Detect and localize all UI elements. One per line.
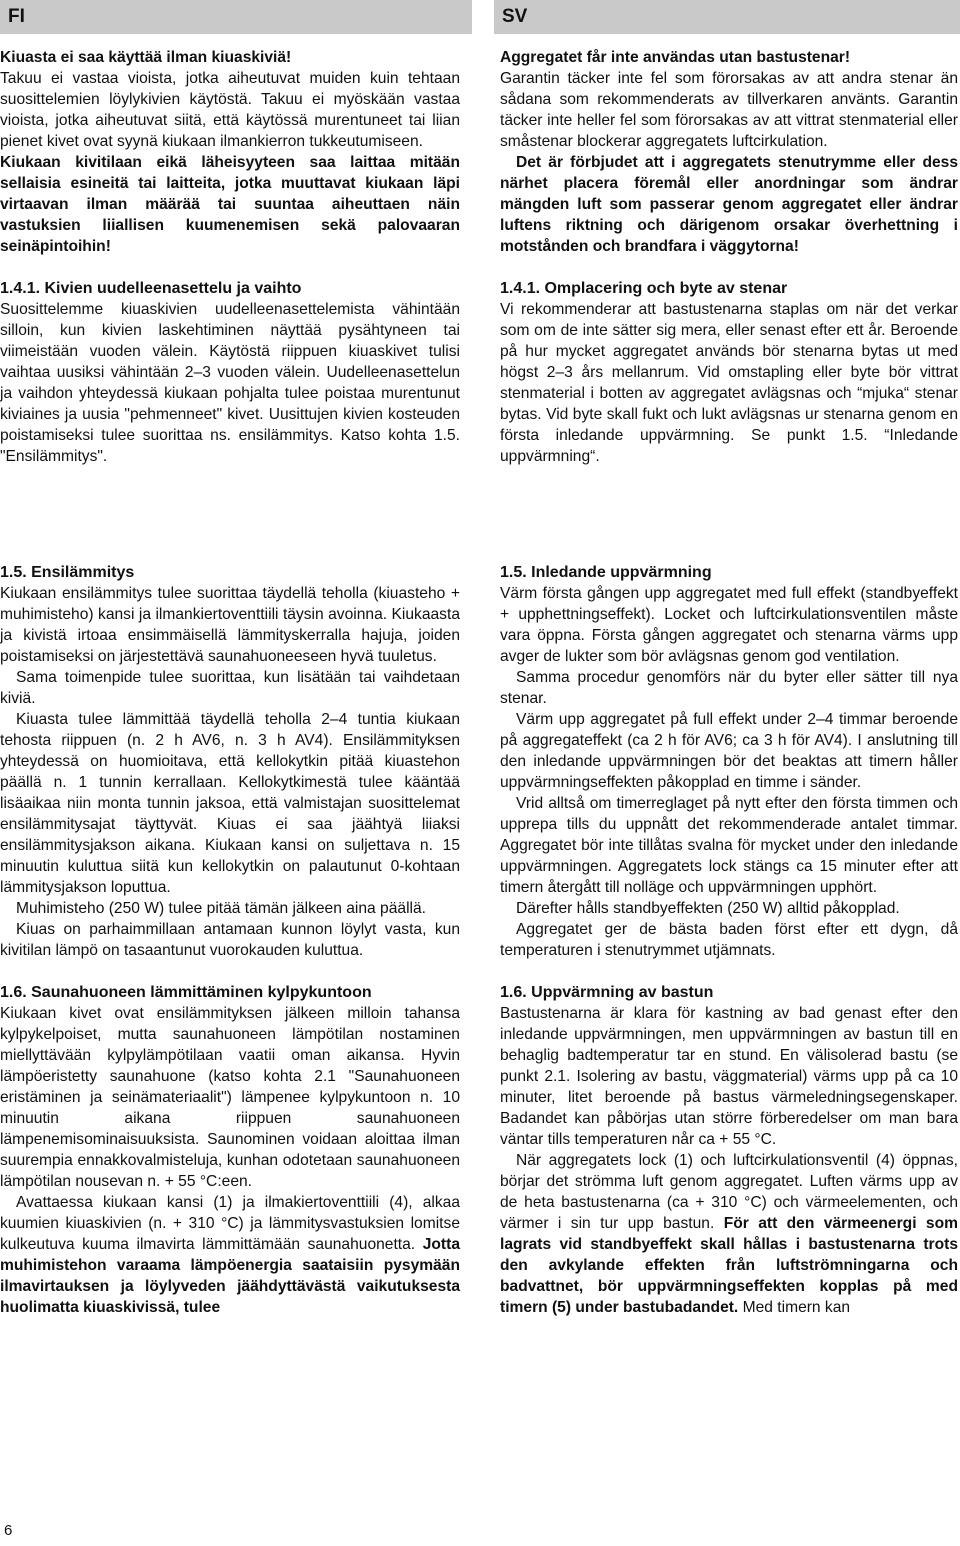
sv-paragraph-15e: Därefter hålls standbyeffekten (250 W) alltid påkopplad. [516,900,900,917]
fi-warning-text: Takuu ei vastaa vioista, jotka aiheutuvat muiden kuin tehtaan suosittelemien löylykivien käytöstä. Takuu ei myöskään vastaa vioista, jotka aiheutuvat siitä, että käytössä murentuneet tai liian pienet kivet ovat syynä kiukaan ilmankierron tukkeutumiseen. [0,70,460,150]
sv-paragraph-15d: Vrid alltså om timerreglaget på nytt efter den första timmen och upprepa tills du uppnått det rekommenderade antalet timmar. Aggregatet bör inte tillåtas svalna för mycket under den inledande uppvärmningen. Aggregatets lock stängs ca 15 minuter efter att timern återgått till nolläge och uppvärmningen upphört. [500,795,958,896]
fi-bottom-column [0,562,460,1318]
fi-caution-paragraph: Kiukaan kivitilaan eikä läheisyyteen saa laittaa mitään sellaisia esineitä tai laitteita, jotka muuttavat kiukaan läpi virtaavan ilman määrää tai suuntaa aiheuttaen näin vastuksien liiallisen kuumenemisen sekä palovaaran seinäpintoihin! [0,154,460,255]
sv-paragraph-16a: Bastustenarna är klara för kastning av bad genast efter den inledande uppvärmningen, men uppvärmningen av bastun till en behaglig badtemperatur tar en stund. En välisolerad bastu (se punkt 2.1. Isolering av bastu, väggmaterial) värms upp på ca 10 minuter, litet beroende på bastus värmeledningsegenskaper. Badandet kan påbörjas utan större förberedelser om man bara väntar tills temperaturen når ca + 55 °C. [500,1005,958,1148]
fi-paragraph-16a: Kiukaan kivet ovat ensilämmityksen jälkeen milloin tahansa kylpykelpoiset, mutta saunahuoneen lämpötilan nostaminen miellyttävään kylpylämpötilaan vaatii oman aikansa. Hyvin lämpöeristetty saunahuone (katso kohta 2.1 "Saunahuoneen eristäminen ja seinämateriaalit") lämpenee kylpykuntoon n. 10 minuutin aikana riippuen saunahuoneen lämpenemisominaisuuksista. Saunominen voidaan aloittaa ilman suurempia ennakkovalmisteluja, kunhan odotetaan saunahuoneen lämpötilan nousevan n. + 55 °C:een. [0,1005,460,1190]
sv-heading-16: 1.6. Uppvärmning av bastun [500,984,714,1001]
fi-paragraph-16b [0,1192,460,1318]
fi-paragraph-16b-bold: Jotta muhimistehon varaama lämpöenergia saataisiin pysymään ilmavirtauksen ja löylyveden jäähdyttävästä vaikutuksesta huolimatta kiuaskivissä, tulee [0,1236,460,1316]
sv-paragraph-16b [500,1150,958,1318]
fi-heading-16: 1.6. Saunahuoneen lämmittäminen kylpykuntoon [0,984,372,1001]
sv-warning-bold: Aggregatet får inte användas utan bastustenar! [500,49,851,66]
sv-paragraph-16b-end: Med timern kan [742,1299,851,1316]
fi-paragraph-15c: Kiuasta tulee lämmittää täydellä teholla 2–4 tuntia kiukaan tehosta riippuen (n. 2 h AV6, n. 3 h AV4). Ensilämmityksen yhteydessä on huomioitava, että kellokytkin pitää kiuastehon päällä n. 1 tunnin kerrallaan. Kellokytkimestä tulee kääntää lisäaikaa niin monta tunnin jaksoa, että valmistajan suosittelemat ensilämmitysajat täyttyvät. Kiuas ei saa jäähtyä liiaksi ensilämmitysjakson aikana. Kiukaan kansi on suljettava n. 15 minuutin kuluttua siitä kun kellokytkin on palautunut 0-kohtaan lämmitysjakson loputtua. [0,711,460,896]
fi-paragraph-15d: Muhimisteho (250 W) tulee pitää tämän jälkeen aina päällä. [16,900,426,917]
tab-sv: SV [494,0,960,34]
fi-paragraph-15a: Kiukaan ensilämmitys tulee suorittaa täydellä teholla (kiuasteho + muhimisteho) kansi ja ilmankiertoventtiili täysin avoinna. Kiukaasta ja kivistä irtoaa ensimmäisellä lämmityskerralla hajuja, joiden poistamiseksi on järjestettävä saunahuoneeseen hyvä tuuletus. [0,585,460,665]
sv-heading-141: 1.4.1. Omplacering och byte av stenar [500,280,788,297]
fi-warning-paragraph [0,47,460,152]
sv-paragraph-16b-bold: För att den värmeenergi som lagrats vid standbyeffekt skall hållas i bastustenarna trots den avkylande effekten från luftströmningarna och badvattnet, bör uppvärmningseffekten kopplas på med timern (5) under bastubadandet. [500,1215,958,1316]
sv-paragraph-141: Vi rekommenderar att bastustenarna staplas om när det verkar som om de inte sätter sig mera, eller senast efter ett år. Beroende på hur mycket aggregatet används bör stenarna bytas ut med högst 2–3 års mellanrum. Vid omstapling eller byte bör vittrat stenmaterial i botten av aggregatet avlägsnas och “mjuka“ stenar bytas. Vid byte skall fukt och lukt avlägsnas ur stenarna genom en första inledande uppvärmning. Se punkt 1.5. “Inledande uppvärmning“. [500,301,958,465]
sv-bottom-column [500,562,958,1318]
sv-caution-paragraph: Det är förbjudet att i aggregatets stenutrymme eller dess närhet placera föremål eller anordningar som ändrar mängden luft som passerar genom aggregatet eller ändrar luftens riktning och därigenom orsakar överhettning i motstånden och brandfara i väggytorna! [500,154,958,255]
tab-fi: FI [0,0,472,34]
sv-paragraph-15c: Värm upp aggregatet på full effekt under 2–4 timmar beroende på aggregateffekt (ca 2 h för AV6; ca 3 h för AV4). I anslutning till den inledande uppvärmningen bör det beaktas att timern håller uppvärmningseffekten påkopplad en timme i sänder. [500,711,958,791]
sv-paragraph-15b: Samma procedur genomförs när du byter eller sätter till nya stenar. [500,669,958,707]
page-number: 6 [4,1522,13,1539]
fi-top-column [0,47,460,467]
fi-paragraph-15e: Kiuas on parhaimmillaan antamaan kunnon löylyt vasta, kun kivitilan lämpö on tasaantunut vuorokauden kuluttua. [0,921,460,959]
sv-warning-paragraph [500,47,958,152]
sv-paragraph-16b-text: När aggregatets lock (1) och luftcirkulationsventil (4) öppnas, börjar det strömma luft genom aggregatet. Luften värms upp av de heta bastustenarna (ca + 310 °C) och värmeelementen, och värmer i sin tur upp bastun. [500,1152,958,1232]
fi-paragraph-15b: Sama toimenpide tulee suorittaa, kun lisätään tai vaihdetaan kiviä. [0,669,460,707]
sv-top-column [500,47,958,467]
sv-paragraph-15f: Aggregatet ger de bästa baden först efter ett dygn, då temperaturen i stenutrymmet utjämnats. [500,921,958,959]
fi-paragraph-16b-text: Avattaessa kiukaan kansi (1) ja ilmakiertoventtiili (4), alkaa kuumien kiuaskivien (n. + 310 °C) ja lämmitysvastuksien lomitse kulkeutuva kuuma ilmavirta lämmittämään saunahuonetta. [0,1194,460,1253]
fi-heading-141: 1.4.1. Kivien uudelleenasettelu ja vaihto [0,280,302,297]
sv-heading-15: 1.5. Inledande uppvärmning [500,564,712,581]
fi-warning-bold: Kiuasta ei saa käyttää ilman kiuaskiviä! [0,49,292,66]
sv-warning-text: Garantin täcker inte fel som förorsakas av att andra stenar än sådana som rekommenderats av tillverkaren använts. Garantin täcker inte heller fel som förorsakas av att vittrat stenmaterial eller småstenar blockerar aggregatets luftcirkulation. [500,70,958,150]
sv-paragraph-15a: Värm första gången upp aggregatet med full effekt (standbyeffekt + upphettningseffekt). Locket och luftcirkulationsventilen måste vara öppna. Första gången aggregatet och stenarna värms upp avger de lukter som bör avlägsnas genom god ventilation. [500,585,958,665]
fi-heading-15: 1.5. Ensilämmitys [0,564,135,581]
fi-paragraph-141: Suosittelemme kiuaskivien uudelleenasettelemista vähintään silloin, kun kivien laskehtiminen näyttää pysähtyneen tai viimeistään vuoden välein. Käytöstä riippuen kiuaskivet tulisi vaihtaa uusiksi vähintään 2–3 vuoden välein. Uudelleenasettelun ja vaihdon yhteydessä kiukaan pohjalta tulee poistaa murentunut kiviaines ja uusia "pehmenneet" kivet. Uusittujen kivien kosteuden poistamiseksi tulee suorittaa ns. ensilämmitys. Katso kohta 1.5. "Ensilämmitys". [0,301,460,465]
